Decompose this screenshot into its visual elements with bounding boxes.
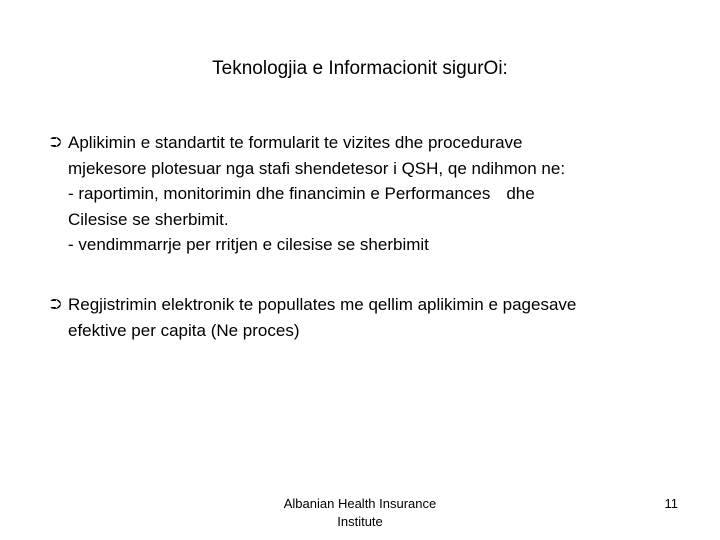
bullet-line: Cilesise se sherbimit.	[68, 209, 229, 229]
bullet-line: - vendimmarrje per rritjen e cilesise se sherbimit	[68, 235, 429, 254]
right-arrow-bullet-icon: ⮊	[50, 295, 62, 313]
footer-line: Institute	[337, 514, 383, 529]
bullet-line: dhe	[506, 184, 535, 203]
bullet-line: - raportimin, monitorimin dhe financimin e Performances	[68, 184, 491, 203]
bullet-line: efektive per capita (Ne proces)	[68, 320, 300, 340]
bullet-line-row	[68, 181, 690, 207]
bullet-line: Aplikimin e standartit te formularit te vizites dhe procedurave	[68, 133, 523, 152]
footer-organization	[250, 495, 470, 531]
bullet-item	[50, 130, 690, 258]
bullet-line: mjekesore plotesuar nga stafi shendetesor i QSH, qe ndihmon ne:	[68, 158, 566, 178]
bullet-line: Regjistrimin elektronik te popullates me qellim aplikimin e pagesave	[68, 295, 577, 314]
slide-title: Teknologjia e Informacionit sigurOi:	[212, 58, 508, 79]
page-number: 11	[664, 496, 678, 511]
bullet-item	[50, 292, 690, 343]
footer-line: Albanian Health Insurance	[283, 496, 437, 511]
bullet-text	[68, 130, 690, 258]
bullet-text	[68, 292, 690, 343]
right-arrow-bullet-icon: ⮊	[50, 133, 62, 151]
